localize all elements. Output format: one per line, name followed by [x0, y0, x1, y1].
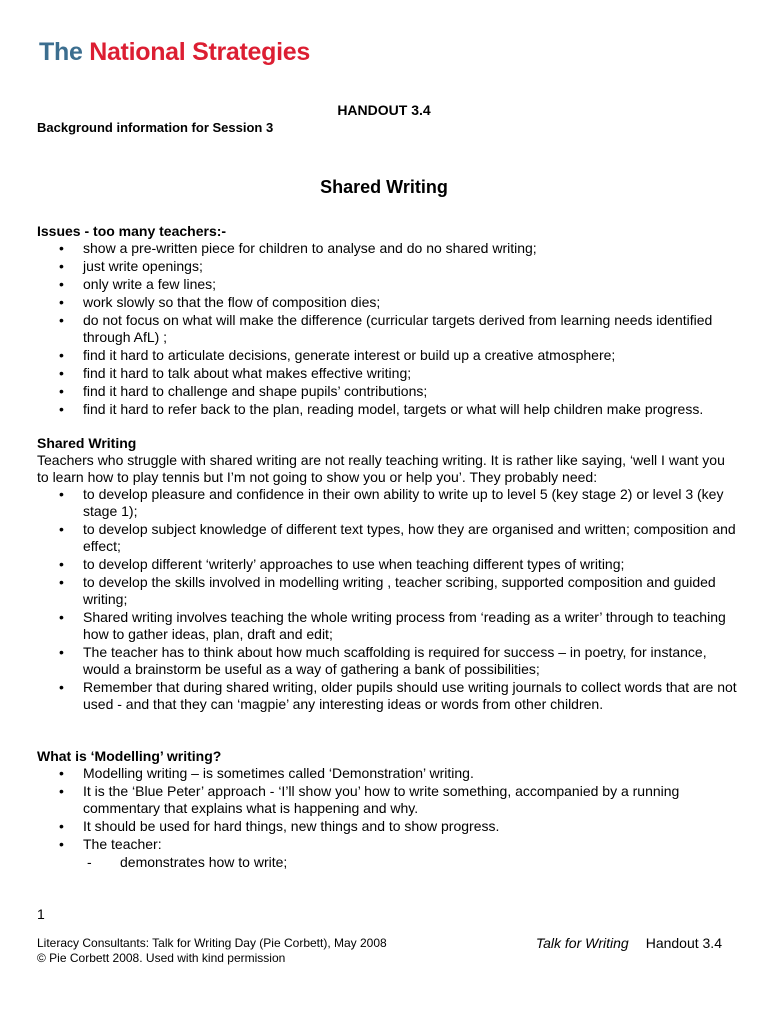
sub-list-item-text: demonstrates how to write; — [120, 854, 288, 870]
list-item: • to develop different ‘writerly’ approaches to use when teaching different types of writing; — [37, 556, 737, 573]
list-item: • find it hard to refer back to the plan, reading model, targets or what will help children make progress. — [37, 401, 737, 418]
sub-list-item — [37, 854, 737, 871]
document-body — [37, 223, 737, 871]
page-title: Shared Writing — [320, 177, 448, 197]
list-item: • work slowly so that the flow of composition dies; — [37, 294, 737, 311]
issues-heading: Issues - too many teachers:- — [37, 223, 227, 239]
list-item: • It is the ‘Blue Peter’ approach - ‘I’ll show you’ how to write something, accompanied by a running commentary that explains what is happening and why. — [37, 783, 737, 817]
list-item: • Modelling writing – is sometimes called ‘Demonstration’ writing. — [37, 765, 737, 782]
national-strategies-logo — [39, 38, 310, 67]
issues-list — [37, 240, 737, 418]
footer-talk-for-writing: Talk for Writing — [535, 935, 629, 951]
background-info: Background information for Session 3 — [37, 120, 274, 135]
footer-handout-number: Handout 3.4 — [645, 935, 722, 951]
footer-credits — [37, 936, 387, 966]
logo-the-text: The — [39, 38, 83, 66]
list-item: • show a pre-written piece for children to analyse and do no shared writing; — [37, 240, 737, 257]
logo-national-strategies-text: National Strategies — [89, 38, 310, 66]
list-item: • Remember that during shared writing, older pupils should use writing journals to collect words that are not used - and that they can ‘magpie’ any interesting ideas or words from other children. — [37, 679, 737, 713]
list-item: • only write a few lines; — [37, 276, 737, 293]
list-item: • find it hard to articulate decisions, generate interest or build up a creative atmosphere; — [37, 347, 737, 364]
list-item: • It should be used for hard things, new things and to show progress. — [37, 818, 737, 835]
modelling-list — [37, 765, 737, 853]
dash-marker: - — [87, 854, 92, 870]
shared-writing-list — [37, 486, 737, 713]
list-item: • find it hard to challenge and shape pupils’ contributions; — [37, 383, 737, 400]
list-item: • just write openings; — [37, 258, 737, 275]
footer-handout-label — [536, 935, 722, 951]
list-item: • to develop pleasure and confidence in their own ability to write up to level 5 (key stage 2) or level 3 (key stage 1); — [37, 486, 737, 520]
list-item: • to develop subject knowledge of different text types, how they are organised and written; composition and effect; — [37, 521, 737, 555]
list-item: • The teacher: — [37, 836, 737, 853]
shared-writing-heading: Shared Writing — [37, 435, 137, 451]
modelling-heading: What is ‘Modelling’ writing? — [37, 748, 222, 764]
list-item: • Shared writing involves teaching the whole writing process from ‘reading as a writer’ through to teaching how to gather ideas, plan, draft and edit; — [37, 609, 737, 643]
footer-line-2: © Pie Corbett 2008. Used with kind permission — [37, 951, 286, 965]
list-item: • to develop the skills involved in modelling writing , teacher scribing, supported composition and guided writing; — [37, 574, 737, 608]
handout-number: HANDOUT 3.4 — [337, 102, 431, 118]
list-item: • find it hard to talk about what makes effective writing; — [37, 365, 737, 382]
list-item: • do not focus on what will make the difference (curricular targets derived from learning needs identified through AfL) ; — [37, 312, 737, 346]
shared-writing-intro: Teachers who struggle with shared writing are not really teaching writing. It is rather like saying, ‘well I want you to learn how to play tennis but I’m not going to show you or help you’. They probably need: — [37, 452, 725, 485]
footer-line-1: Literacy Consultants: Talk for Writing Day (Pie Corbett), May 2008 — [37, 936, 387, 950]
page-number: 1 — [37, 906, 45, 922]
list-item: • The teacher has to think about how much scaffolding is required for success – in poetry, for instance, would a brainstorm be useful as a way of gathering a bank of possibilities; — [37, 644, 737, 678]
